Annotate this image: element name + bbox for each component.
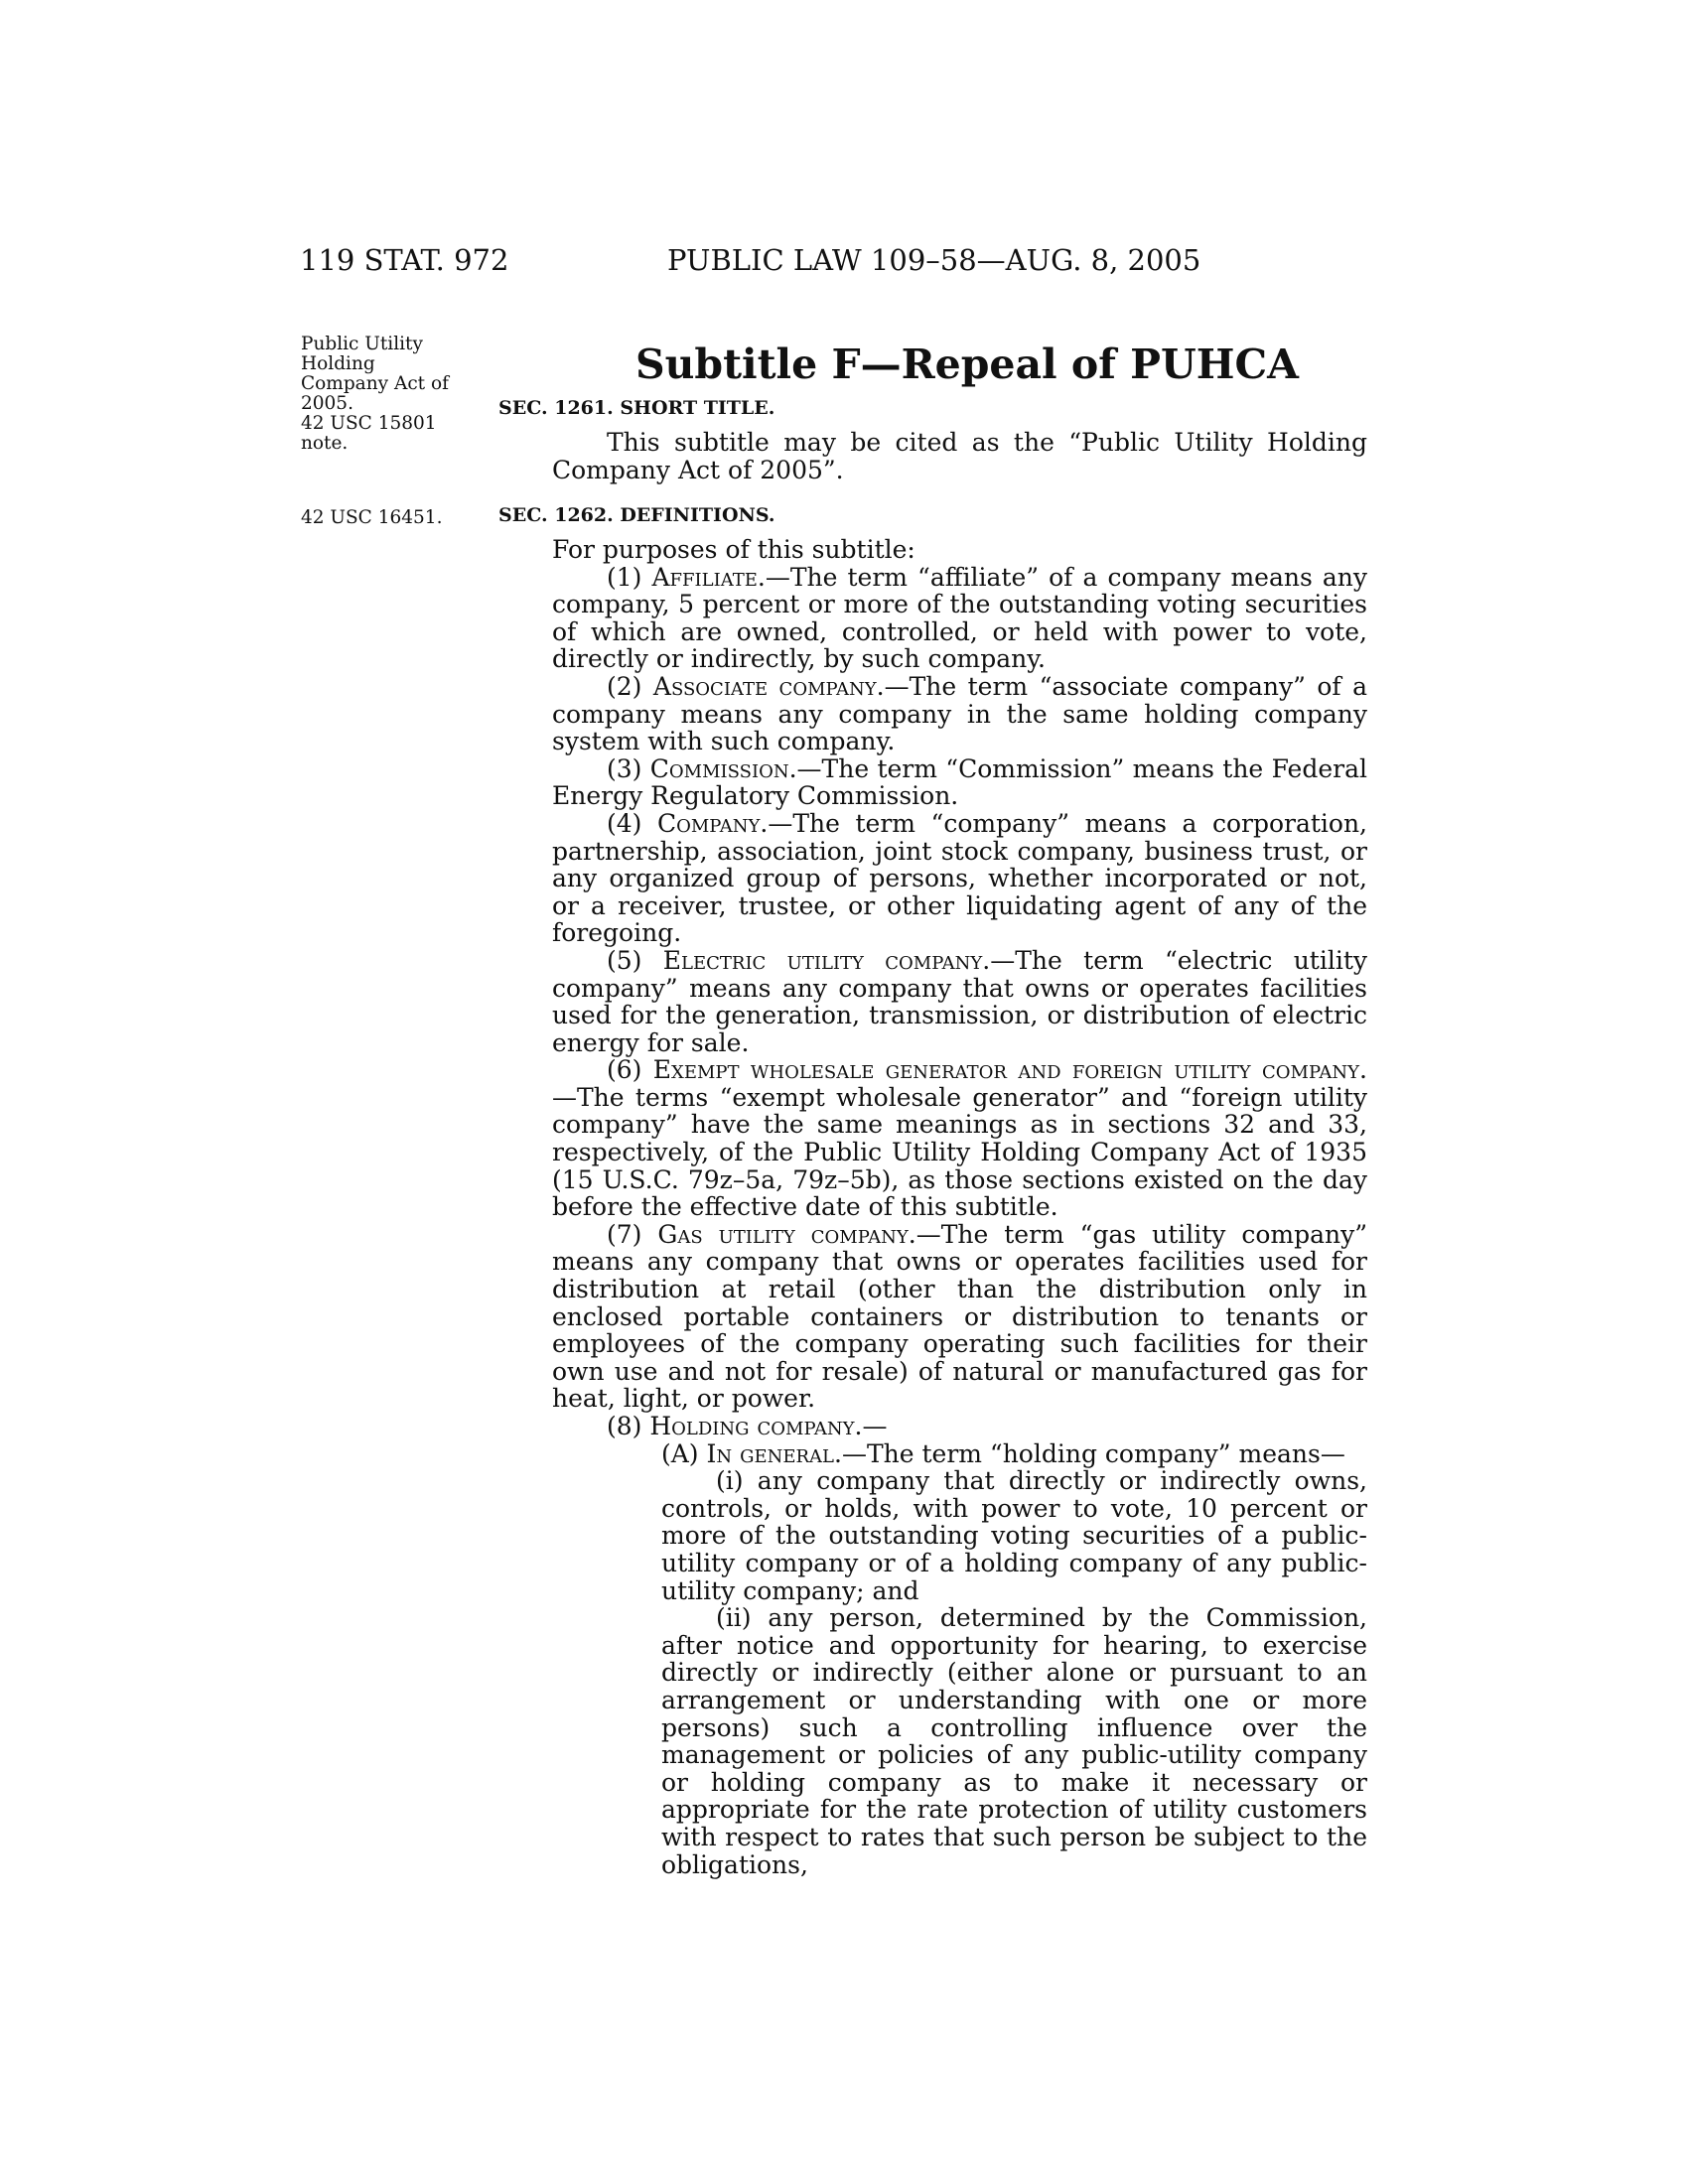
section-1262-body [552,536,1367,1878]
margin-note-line: 42 USC 15801 [301,413,437,434]
definition-company [552,810,1367,947]
paragraph-label: (7) [607,1219,658,1249]
definition-text: .—The term “Commission” means the Federal Energy Regulatory Commission. [552,753,1367,811]
definition-text: .—The term “company” means a corporation, partnership, association, joint stock company, business trust, or any organized group of persons, whether incorporated or not, or a receiver, trustee, or other liquidating agent of any of the foregoing. [552,808,1368,948]
margin-note-definitions: 42 USC 16451. [301,507,443,528]
definition-text: .—The term “gas utility company” means any company that owns or operates facilities used for distribution at retail (other than the distribution only in enclosed portable containers or distribution to tenants or employees of the company operating such facilities for their own use and not for resale) of natural or manufactured gas for heat, light, or power. [552,1219,1368,1414]
definition-text: .—The term “affiliate” of a company means any company, 5 percent or more of the outstanding voting securities of which are owned, controlled, or held with power to vote, directly or indirectly, by such company. [552,562,1368,674]
margin-note-line: Holding [301,353,375,374]
definition-electric-utility-company [552,947,1367,1056]
defined-term: Affiliate [651,562,758,592]
holding-company-in-general [607,1440,1367,1468]
margin-note-line: Public Utility [301,334,423,354]
section-1261-heading: SEC. 1261. SHORT TITLE. [498,397,775,419]
running-head: PUBLIC LAW 109–58—AUG. 8, 2005 [667,243,1201,277]
section-1261-text: This subtitle may be cited as the “Public Utility Holding Company Act of 2005”. [552,428,1367,484]
definition-commission [552,755,1367,810]
paragraph-label: (6) [607,1055,653,1085]
defined-term: Company [656,808,761,838]
margin-note-line: 2005. [301,393,353,414]
definition-associate-company [552,673,1367,755]
definition-gas-utility-company [552,1221,1367,1413]
paragraph-label: (8) [607,1412,650,1440]
definition-text: .—The term “electric utility company” means any company that owns or operates facilities used for the generation, transmission, or distribution of electric energy for sale. [552,945,1367,1057]
definition-text: .—The terms “exempt wholesale generator” and “foreign utility company” have the same meanings as in sections 32 and 33, respectively, of the Public Utility Holding Company Act of 1935 (15 U.S.C. 79z–5a, 79z–5b), as those sections existed on the day before the effective date of this subtitle. [552,1055,1367,1222]
section-1261-body [552,429,1367,483]
paragraph-label: (3) [607,753,650,783]
subparagraph-term: In general [706,1438,835,1468]
defined-term: Associate company [652,671,877,701]
definition-exempt-wholesale-generator [552,1056,1367,1221]
defined-term: Electric utility company [662,945,983,975]
defined-term: Holding company [649,1412,855,1440]
definition-text: .—The term “associate company” of a company means any company in the same holding company system with such company. [552,671,1368,756]
subparagraph-label: (A) [661,1438,707,1468]
stat-page-reference: 119 STAT. 972 [300,243,509,277]
paragraph-label: (4) [607,808,657,838]
defined-term: Gas utility company [657,1219,909,1249]
margin-note-line: Company Act of [301,373,449,394]
definitions-intro: For purposes of this subtitle: [552,535,915,564]
margin-note-short-title [301,335,475,454]
section-1262-heading: SEC. 1262. DEFINITIONS. [498,504,775,526]
margin-note-line: note. [301,433,349,454]
definition-text: .— [854,1412,888,1440]
paragraph-label: (5) [607,945,663,975]
subparagraph-text: .—The term “holding company” means— [834,1438,1345,1468]
subtitle-heading: Subtitle F—Repeal of PUHCA [635,341,1299,389]
paragraph-label: (1) [607,562,652,592]
defined-term: Commission [649,753,789,783]
clause-ii: (ii) any person, determined by the Commission, after notice and opportunity for hearing, to exercise directly or indirectly (either alone or pursuant to an arrangement or understanding with one or more persons) such a controlling influence over the management or policies of any public-utility company or holding company as to make it necessary or appropriate for the rate protection of utility customers with respect to rates that such person be subject to the obligations, [661,1603,1367,1879]
defined-term: Exempt wholesale generator and foreign utility company [652,1055,1360,1085]
clause-i: (i) any company that directly or indirectly owns, controls, or holds, with power to vote, 10 percent or more of the outstanding voting securities of a public-utility company or of a holding company of any public-utility company; and [661,1466,1367,1605]
definition-holding-company [552,1413,1367,1440]
definition-affiliate [552,564,1367,673]
paragraph-label: (2) [607,671,653,701]
